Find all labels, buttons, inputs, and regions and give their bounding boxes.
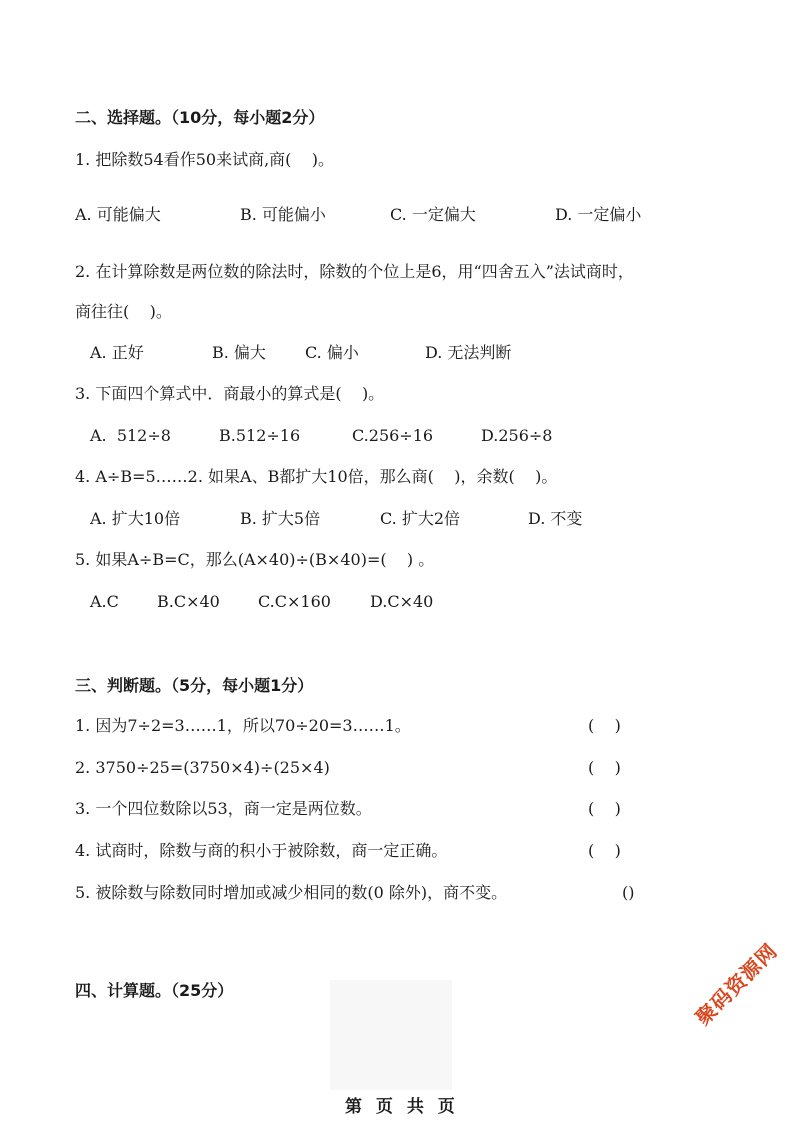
section-3-heading: 三、判断题。（5分，每小题1分） — [75, 676, 314, 695]
judgment-2-answer-blank[interactable]: ( ) — [588, 758, 621, 777]
judgment-4-text: 4. 试商时，除数与商的积小于被除数，商一定正确。 — [75, 841, 448, 860]
question-2-text: 2. 在计算除数是两位数的除法时，除数的个位上是6，用“四舍五入”法试商时， — [75, 262, 634, 281]
question-2-option-a: A. 正好 — [90, 343, 144, 362]
watermark-logo: 聚码资源网 — [690, 938, 783, 1030]
question-2-option-c: C. 偏小 — [305, 343, 359, 362]
judgment-3-answer-blank[interactable]: ( ) — [588, 799, 621, 818]
section-4-heading: 四、计算题。（25分） — [75, 981, 234, 1000]
question-5-option-c: C.C×160 — [258, 592, 331, 611]
judgment-5-text: 5. 被除数与除数同时增加或减少相同的数(0 除外)，商不变。 — [75, 883, 508, 902]
judgment-4-answer-blank[interactable]: ( ) — [588, 841, 621, 860]
judgment-5-answer-blank[interactable]: () — [622, 883, 635, 902]
judgment-3-text: 3. 一个四位数除以53，商一定是两位数。 — [75, 799, 372, 818]
question-3-option-b: B.512÷16 — [219, 426, 301, 445]
blank-image-area — [330, 980, 452, 1090]
question-3-option-a: A. 512÷8 — [90, 426, 171, 445]
question-5-option-b: B.C×40 — [157, 592, 220, 611]
judgment-1-answer-blank[interactable]: ( ) — [588, 716, 621, 735]
question-2-text-cont: 商往往( )。 — [75, 302, 172, 321]
question-5-text: 5. 如果A÷B=C，那么(A×40)÷(B×40)=( ) 。 — [75, 550, 435, 569]
question-1-option-b: B. 可能偏小 — [240, 205, 326, 224]
question-2-option-d: D. 无法判断 — [425, 343, 512, 362]
question-4-option-d: D. 不变 — [528, 509, 583, 528]
judgment-2-text: 2. 3750÷25=(3750×4)÷(25×4) — [75, 758, 330, 777]
question-3-option-c: C.256÷16 — [352, 426, 434, 445]
page-footer: 第 页 共 页 — [345, 1097, 459, 1117]
question-3-text: 3. 下面四个算式中．商最小的算式是( )。 — [75, 384, 385, 403]
question-5-option-a: A.C — [90, 592, 119, 611]
question-1-option-c: C. 一定偏大 — [390, 205, 476, 224]
judgment-1-text: 1. 因为7÷2=3……1，所以70÷20=3……1。 — [75, 716, 411, 735]
question-5-option-d: D.C×40 — [370, 592, 434, 611]
question-1-text: 1. 把除数54看作50来试商,商( )。 — [75, 150, 334, 169]
question-4-option-b: B. 扩大5倍 — [240, 509, 321, 528]
question-3-option-d: D.256÷8 — [481, 426, 553, 445]
question-4-option-c: C. 扩大2倍 — [380, 509, 461, 528]
question-2-option-b: B. 偏大 — [212, 343, 266, 362]
section-2-heading: 二、选择题。（10分，每小题2分） — [75, 108, 325, 127]
question-4-option-a: A. 扩大10倍 — [90, 509, 181, 528]
question-1-option-a: A. 可能偏大 — [75, 205, 161, 224]
question-1-option-d: D. 一定偏小 — [555, 205, 642, 224]
question-4-text: 4. A÷B=5……2. 如果A、B都扩大10倍，那么商( )，余数( )。 — [75, 467, 558, 486]
